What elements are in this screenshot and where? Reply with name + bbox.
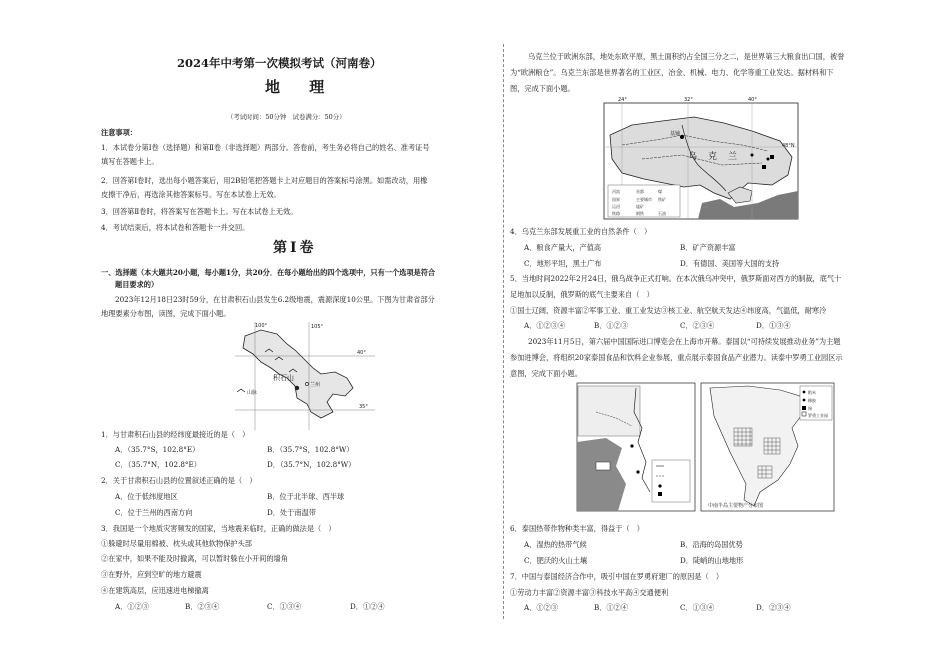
ukraine-intro: 为“欧洲粮仓”。乌克兰东部是世界著名的工业区，冶金、机械、电力、化学等重工业发达。据材料和下 — [510, 68, 834, 77]
legend-item: 运河 — [612, 204, 620, 209]
q7-option-c: C．①③④ — [680, 603, 715, 612]
intro-text: 地理要素分布图，读图，完成下面小题。 — [101, 309, 231, 318]
q3-option-b: B．②③④ — [185, 602, 220, 611]
q3-statement-4: ④在建筑高层，应迅速进电梯撤离 — [101, 586, 209, 595]
q7-option-b: B．①②④ — [594, 603, 629, 612]
q5-option-a: A．①②③④ — [524, 321, 566, 330]
legend-label: 山脉 — [247, 390, 258, 396]
rayong-industrial-park-map — [576, 382, 696, 512]
lon3-label: 40° — [748, 97, 757, 103]
q4-option-a: A．粮食产量大，产值高 — [524, 243, 602, 252]
part1-heading: 第Ⅰ卷 — [273, 240, 317, 256]
ukraine-intro: 图，完成下面小题。 — [510, 84, 575, 93]
q7-stem: 7．中国与泰国经济合作中，吸引中国在罗勇府建厂的原因是（ ） — [510, 572, 724, 581]
q4-option-c: C．地形平坦，黑土广布 — [524, 259, 602, 268]
q2-stem: 2．关于甘肃积石山县的位置叙述正确的是（ ） — [101, 476, 257, 485]
q3-statement-1: ①躲避时尽量用棉被、枕头或其他软物保护头部 — [101, 539, 252, 548]
lat1-label: 40° — [357, 350, 366, 356]
q1-option-b: B．（35.7°S，102.8°W） — [267, 445, 354, 454]
indochina-products-map — [700, 382, 835, 512]
place-label: 积石山 — [273, 374, 294, 382]
notes-item: 2．回答第Ⅰ卷时，选出每小题答案后，用2B铅笔把答题卡上对应题目的答案标号涂黑。如需改动，用橡 — [101, 176, 428, 185]
q5-stem: 5．当地时间2022年2月24日，俄乌战争正式打响。在本次俄乌冲突中，俄罗斯面对西方的制裁，底气十 — [510, 274, 842, 283]
exam-title: 2024年中考第一次模拟考试（河南卷） — [177, 56, 382, 70]
q5-option-c: C．②③④ — [680, 321, 715, 330]
gansu-province-shape — [243, 330, 353, 418]
q3-option-a: A．①②③ — [115, 602, 149, 611]
earthquake-site-marker — [295, 386, 299, 390]
column-divider — [503, 44, 504, 619]
q7-statements: ①劳动力丰富②资源丰富③科技水平高④交通便利 — [510, 588, 669, 597]
legend-item: 橡胶 — [808, 398, 816, 403]
q6-stem: 6．泰国热带作物种类丰富，得益于（ ） — [510, 524, 644, 533]
legend-item: 锡 — [808, 406, 812, 411]
q3-stem: 3．我国是一个地质灾害频发的国家，当地震来临时，正确的做法是（ ） — [101, 524, 336, 533]
q2-option-c: C．位于兰州的西南方向 — [115, 508, 193, 517]
q2-option-b: B．位于北半球、西半球 — [267, 492, 345, 501]
q4-option-d: D．有德国、美国等大国的支持 — [680, 259, 780, 268]
q5-stem-cont: 足地加以反制，俄罗斯的底气主要来自（ ） — [510, 290, 654, 299]
q3-statement-2: ②在家中，如果不能及时撤离，可以暂时躲在小开间的墙角 — [101, 554, 288, 563]
ukraine-map — [602, 95, 802, 223]
q1-stem: 1．与甘肃积石山县的经纬度最接近的是（ ） — [101, 430, 250, 439]
legend-item: 锰矿 — [636, 204, 644, 209]
legend-item: 主要城市 — [636, 197, 652, 202]
city-label: 基辅 — [670, 131, 681, 137]
q7-option-a: A．①②③ — [524, 603, 558, 612]
q7-option-d: D．②③④ — [756, 603, 791, 612]
q4-stem: 4．乌克兰东部发展重工业的自然条件（ ） — [510, 227, 652, 236]
lat-label: 48°N — [782, 143, 795, 149]
q6-option-d: D．陡峭的山地地形 — [680, 556, 744, 565]
notes-item: 填写在答题卡上。 — [101, 157, 159, 166]
notes-item: 3．回答第Ⅱ卷时，将答案写在答题卡上。写在本试卷上无效。 — [101, 207, 298, 216]
notes-item: 1．本试卷分第Ⅰ卷（选择题）和第Ⅱ卷（非选择题）两部分。答卷前，考生务必将自己的姓名、准考证号 — [101, 143, 430, 152]
thai-intro: 2023年11月5日，第六届中国国际进口博览会在上海市开幕。泰国以“可持续发展推动业务”为主题 — [528, 337, 841, 346]
country-char-2: 克 — [708, 152, 718, 162]
country-char-3: 兰 — [728, 152, 738, 162]
q6-option-a: A．湿热的热带气候 — [524, 540, 587, 549]
legend-item: 铁路 — [612, 211, 620, 216]
city-label: 兰州 — [310, 382, 321, 388]
q3-statement-3: ③在野外，应到空旷的地方避震 — [101, 570, 202, 579]
ukraine-intro: 乌克兰位于欧洲东部，地处东欧平原，黑土面积约占全国三分之二，是世界第三大粮食出口国，被誉 — [528, 52, 845, 61]
q2-option-d: D．处于南温带 — [267, 508, 316, 517]
q1-option-c: C．（35.7°N，102.8°E） — [115, 460, 201, 469]
section-title-cont: 题目要求的） — [115, 280, 159, 289]
legend-item: 石油 — [658, 211, 666, 216]
kyiv-marker — [680, 135, 684, 139]
subject-title: 地 理 — [265, 78, 337, 96]
q5-statements: ①国土辽阔，资源丰富②军事工业、重工业发达③核工业、航空航天发达④纬度高，气温低，耐寒冷 — [510, 306, 827, 315]
gulf-of-thailand — [577, 438, 626, 511]
legend-item: 煤 — [658, 189, 662, 194]
notes-item: 4．考试结束后，将本试卷和答题卡一并交回。 — [101, 223, 250, 232]
legend-item: 河流 — [612, 189, 620, 194]
lon2-label: 105° — [311, 324, 324, 330]
exam-info: （考试时间：50分钟 试卷满分：50分） — [227, 113, 346, 121]
q2-option-a: A．位于低纬度地区 — [115, 492, 178, 501]
legend-item: 稻米 — [808, 390, 816, 395]
q4-option-b: B．矿产资源丰富 — [680, 243, 736, 252]
lat2-label: 35° — [359, 404, 368, 410]
q6-option-b: B．沿海的岛国优势 — [680, 540, 743, 549]
thai-intro: 参加进博会，将组织20家泰国食品和饮料企业参展，重点展示泰国食品产业潜力。读泰中罗勇工业园区示 — [510, 353, 843, 362]
notes-item: 皮擦干净后，再选涂其他答案标号。写在本试卷上无效。 — [101, 190, 281, 199]
map-caption: 中南半岛主要物产分布图 — [708, 503, 764, 509]
lon2-label: 32° — [684, 97, 693, 103]
notes-heading: 注意事项： — [101, 128, 137, 137]
q5-option-d: D．①③④ — [756, 321, 791, 330]
lon-label: 100° — [255, 323, 268, 329]
gansu-map — [235, 322, 375, 430]
lon1-label: 24° — [618, 97, 627, 103]
legend-item: 铁矿 — [658, 197, 666, 202]
intro-text: 2023年12月18日23时59分，在甘肃积石山县发生6.2级地震，震源深度10公里。下图为甘肃省部分 — [115, 295, 435, 304]
legend-item: 首都 — [636, 189, 644, 194]
country-char-1: 乌 — [688, 152, 698, 162]
legend-item: 罗勇工业园 — [808, 413, 828, 418]
legend-item: 钢铁 — [636, 211, 644, 216]
q3-option-c: C．①③④ — [267, 602, 302, 611]
legend-item: 国界 — [612, 197, 620, 202]
q6-option-c: C．肥沃的火山土壤 — [524, 556, 588, 565]
q1-option-d: D．（35.7°N，102.8°W） — [267, 460, 356, 469]
thai-intro: 意图，完成下面小题。 — [510, 369, 582, 378]
q5-option-b: B．①②③ — [594, 321, 629, 330]
q3-option-d: D．①②④ — [350, 602, 385, 611]
q1-option-a: A．（35.7°S，102.8°E） — [115, 445, 200, 454]
section-title: 一、选择题（本大题共20小题，每小题1分，共20分．在每小题给出的四个选项中，只有一个选项是符合 — [101, 268, 436, 277]
